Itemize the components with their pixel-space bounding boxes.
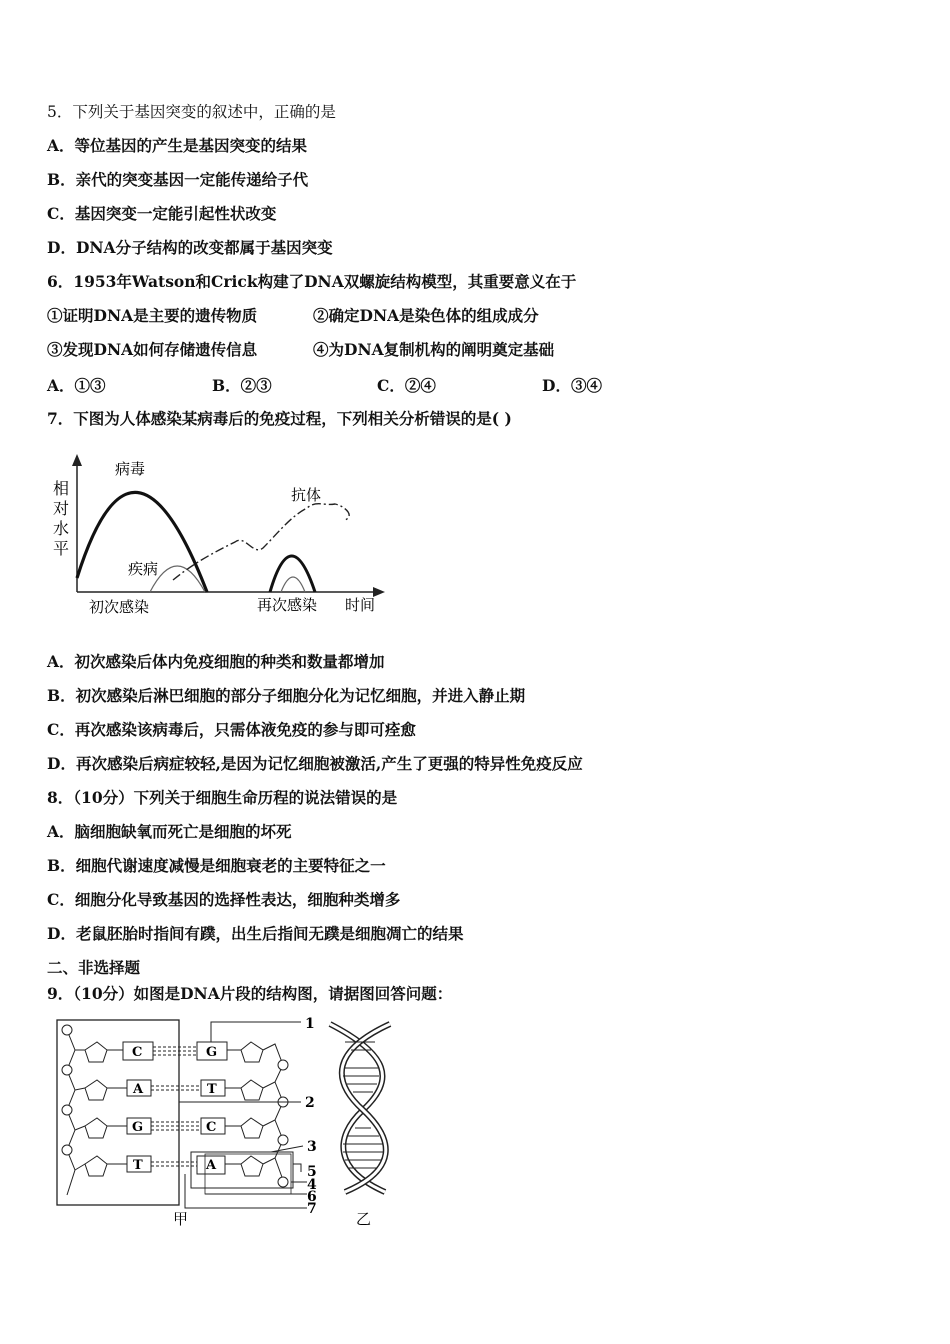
disease-curve-second	[281, 577, 305, 592]
immune-response-chart	[45, 450, 390, 620]
label-second-infection: 再次感染	[257, 596, 318, 614]
phosphate-left-3	[62, 1105, 72, 1115]
number-2: 2	[305, 1095, 315, 1111]
base-right-label-3: C	[206, 1120, 217, 1135]
q7-option-a: A．初次感染后体内免疫细胞的种类和数量都增加	[47, 652, 385, 671]
number-1: 1	[305, 1016, 315, 1032]
q6-option-b: B．②③	[212, 376, 272, 395]
phosphate-left-1	[62, 1025, 72, 1035]
q8-option-c: C．细胞分化导致基因的选择性表达，细胞种类增多	[47, 890, 401, 909]
phosphate-right-1	[278, 1060, 288, 1070]
q5-option-c: C．基因突变一定能引起性状改变	[47, 204, 277, 223]
q5-option-b: B．亲代的突变基因一定能传递给子代	[47, 170, 309, 189]
base-right-label-2: T	[207, 1082, 217, 1097]
q6-item-1: ①证明DNA是主要的遗传物质	[47, 306, 258, 325]
label-antibody: 抗体	[291, 486, 322, 504]
q8-option-b: B．细胞代谢速度减慢是细胞衰老的主要特征之一	[47, 856, 386, 875]
sugar-right-3	[241, 1118, 263, 1138]
phosphate-left-4	[62, 1145, 72, 1155]
q5-option-d: D．DNA分子结构的改变都属于基因突变	[47, 238, 333, 257]
phosphate-left-2	[62, 1065, 72, 1075]
antibody-curve	[173, 504, 349, 580]
q8-option-d: D．老鼠胚胎时指间有蹼，出生后指间无蹼是细胞凋亡的结果	[47, 924, 464, 943]
y-axis-arrow	[72, 454, 82, 466]
q6-item-3: ③发现DNA如何存储遗传信息	[47, 340, 258, 359]
base-left-label-2: A	[133, 1082, 144, 1097]
q7-option-b: B．初次感染后淋巴细胞的部分子细胞分化为记忆细胞，并进入静止期	[47, 686, 526, 705]
base-right-label-4: A	[206, 1158, 217, 1173]
hydrogen-bonds	[151, 1047, 201, 1166]
label-virus: 病毒	[115, 460, 146, 478]
label-jia: 甲	[173, 1210, 189, 1228]
phosphate-right-3	[278, 1135, 288, 1145]
dna-structure-diagram	[45, 1010, 425, 1230]
sugar-left-3	[85, 1118, 107, 1138]
q6-option-c: C．②④	[377, 376, 436, 395]
sugar-right-1	[241, 1042, 263, 1062]
sugar-right-2	[241, 1080, 263, 1100]
q6-stem: 6．1953年Watson和Crick构建了DNA双螺旋结构模型，其重要意义在于	[47, 272, 577, 291]
y-label-char-3: 水	[53, 519, 70, 538]
q6-item-4: ④为DNA复制机构的阐明奠定基础	[313, 340, 555, 359]
q5-stem: 5．下列关于基因突变的叙述中，正确的是	[47, 103, 336, 121]
q9-stem: 9．（10分）如图是DNA片段的结构图，请据图回答问题：	[47, 984, 453, 1003]
number-7: 7	[307, 1201, 317, 1217]
base-left-label-1: C	[132, 1045, 143, 1060]
number-3: 3	[307, 1139, 317, 1155]
section-title-non-choice: 二、非选择题	[47, 958, 141, 977]
sugar-left-4	[85, 1156, 107, 1176]
q7-option-c: C．再次感染该病毒后，只需体液免疫的参与即可痊愈	[47, 720, 416, 739]
y-label-char-1: 相	[53, 479, 70, 498]
phosphate-right-4	[278, 1177, 288, 1187]
q8-stem: 8．（10分）下列关于细胞生命历程的说法错误的是	[47, 788, 398, 807]
label-disease: 疾病	[128, 560, 159, 578]
frame-jia	[57, 1020, 179, 1205]
base-right-label-1: G	[206, 1045, 218, 1060]
double-helix	[330, 1024, 390, 1192]
label-time: 时间	[345, 596, 376, 614]
q7-stem: 7．下图为人体感染某病毒后的免疫过程，下列相关分析错误的是( )	[47, 409, 512, 428]
base-left-label-3: G	[132, 1120, 144, 1135]
q7-option-d: D．再次感染后病症较轻,是因为记忆细胞被激活,产生了更强的特异性免疫反应	[47, 754, 583, 773]
q8-option-a: A．脑细胞缺氧而死亡是细胞的坏死	[47, 822, 292, 841]
y-label-char-4: 平	[53, 539, 70, 558]
sugar-right-4	[241, 1156, 263, 1176]
y-label-char-2: 对	[53, 499, 70, 518]
number-4: 4	[307, 1177, 317, 1193]
q6-option-a: A．①③	[47, 376, 106, 395]
label-yi: 乙	[356, 1210, 372, 1228]
label-first-infection: 初次感染	[89, 598, 150, 616]
sugar-left-1	[85, 1042, 107, 1062]
q6-option-d: D．③④	[542, 376, 602, 395]
base-left-label-4: T	[133, 1158, 143, 1173]
q6-item-2: ②确定DNA是染色体的组成成分	[313, 306, 539, 325]
number-5: 5	[307, 1164, 317, 1180]
sugar-left-2	[85, 1080, 107, 1100]
number-6: 6	[307, 1189, 317, 1205]
virus-curve-second	[270, 556, 315, 592]
q5-option-a: A．等位基因的产生是基因突变的结果	[47, 136, 308, 155]
